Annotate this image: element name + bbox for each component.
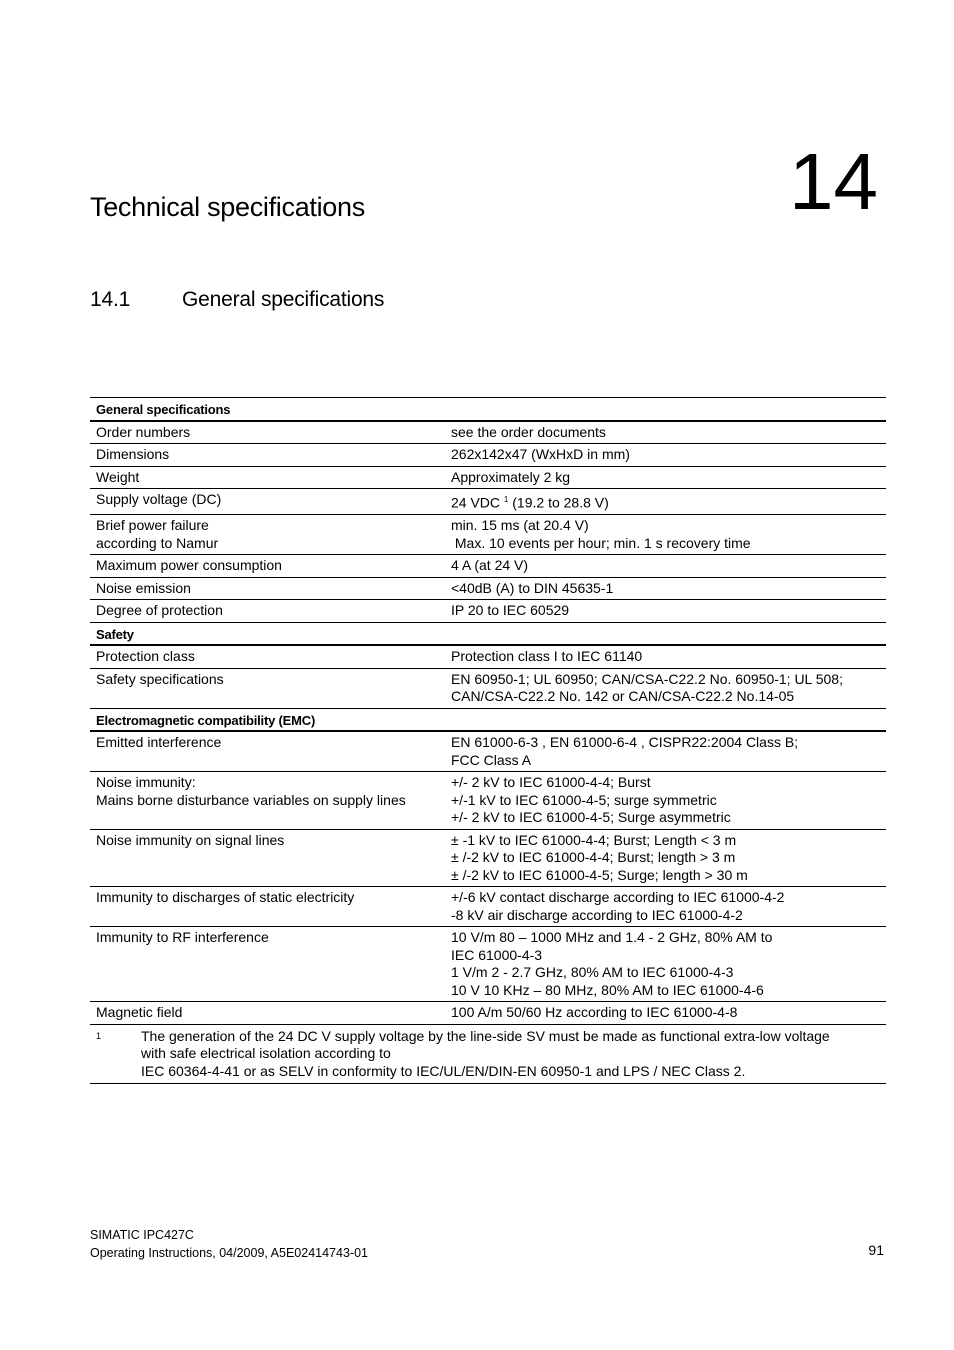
spec-table	[90, 397, 886, 1084]
spec-label-line: Immunity to discharges of static electricity	[96, 889, 355, 906]
spec-label	[90, 421, 445, 444]
footer-product: SIMATIC IPC427C	[90, 1228, 194, 1242]
chapter-title: Technical specifications	[90, 192, 365, 222]
table-footnote	[90, 1024, 886, 1084]
spec-value	[445, 927, 886, 1002]
spec-label-line: Immunity to RF interference	[96, 929, 269, 946]
spec-value-line: -8 kV air discharge according to IEC 61000-4-2	[451, 906, 743, 923]
table-row	[90, 421, 886, 444]
spec-value-line: see the order documents	[451, 423, 606, 440]
spec-value-line: ± /-2 kV to IEC 61000-4-5; Surge; length > 30 m	[451, 866, 748, 883]
spec-label-line: Supply voltage (DC)	[96, 491, 222, 507]
spec-value	[445, 515, 886, 555]
table-row	[90, 927, 886, 1002]
spec-label	[90, 1002, 445, 1025]
spec-value-line: CAN/CSA-C22.2 No. 142 or CAN/CSA-C22.2 No.14-05	[451, 688, 795, 705]
table-row	[90, 1002, 886, 1025]
spec-label-line: Dimensions	[96, 446, 170, 462]
footnote-mark: 1	[96, 1030, 102, 1041]
spec-value-line: 10 V 10 KHz – 80 MHz, 80% AM to IEC 61000-4-6	[451, 981, 764, 998]
section-number: 14.1	[90, 288, 131, 311]
spec-value	[445, 887, 886, 927]
spec-label	[90, 600, 445, 623]
table-row	[90, 600, 886, 623]
spec-value-line: +/-6 kV contact discharge according to IEC 61000-4-2	[451, 889, 785, 906]
spec-label	[90, 489, 445, 515]
spec-label	[90, 731, 445, 772]
spec-value-line	[451, 491, 880, 512]
spec-label	[90, 577, 445, 600]
spec-value-line: +/- 2 kV to IEC 61000-4-5; Surge asymmetric	[451, 809, 731, 826]
spec-label-line: Weight	[96, 468, 140, 485]
footnote	[96, 1028, 880, 1081]
footnote-line: with safe electrical isolation according to	[141, 1045, 391, 1062]
footnote-ref: 1	[503, 495, 509, 504]
spec-value	[445, 829, 886, 887]
spec-label-line: Magnetic field	[96, 1004, 183, 1021]
value-suffix: (19.2 to 28.8 V)	[508, 494, 609, 511]
page-number: 91	[868, 1242, 884, 1258]
spec-value-line: ± /-2 kV to IEC 61000-4-4; Burst; length > 3 m	[451, 849, 736, 866]
spec-value-line: Approximately 2 kg	[451, 468, 571, 485]
spec-value-line: IEC 61000-4-3	[451, 946, 543, 963]
spec-label-line: Emitted interference	[96, 734, 222, 751]
group-title: Electromagnetic compatibility (EMC)	[90, 708, 886, 731]
value-prefix: 24 VDC	[451, 494, 504, 511]
footer-document: Operating Instructions, 04/2009, A5E02414743-01	[90, 1246, 368, 1260]
footnote-line: IEC 60364-4-41 or as SELV in conformity to IEC/UL/EN/DIN-EN 60950-1 and LPS / NEC Class 2.	[141, 1062, 746, 1079]
spec-label	[90, 515, 445, 555]
spec-label	[90, 887, 445, 927]
spec-label-line: Noise emission	[96, 579, 191, 596]
table-row	[90, 555, 886, 578]
spec-value-line: Max. 10 events per hour; min. 1 s recovery time	[451, 534, 751, 551]
spec-label-line: Degree of protection	[96, 602, 223, 619]
spec-label	[90, 668, 445, 708]
spec-label	[90, 645, 445, 668]
table-row	[90, 772, 886, 830]
spec-value	[445, 645, 886, 668]
footnote-text	[141, 1028, 880, 1081]
table-group-header	[90, 622, 886, 645]
spec-label	[90, 444, 445, 467]
footnote-cell	[90, 1024, 886, 1084]
table-row	[90, 829, 886, 887]
spec-value	[445, 731, 886, 772]
section-title: General specifications	[182, 288, 385, 311]
spec-value-line: FCC Class A	[451, 751, 532, 768]
spec-label-line: Protection class	[96, 648, 195, 665]
table-row	[90, 489, 886, 515]
spec-value	[445, 421, 886, 444]
spec-label-line: Maximum power consumption	[96, 557, 282, 574]
table-row	[90, 887, 886, 927]
spec-value	[445, 489, 886, 515]
spec-value	[445, 668, 886, 708]
spec-value	[445, 466, 886, 489]
spec-label	[90, 772, 445, 830]
footer	[90, 1226, 368, 1262]
spec-value-line: +/- 2 kV to IEC 61000-4-4; Burst	[451, 774, 651, 791]
spec-value-line: 10 V/m 80 – 1000 MHz and 1.4 - 2 GHz, 80% AM to	[451, 929, 773, 946]
spec-value-line: 1 V/m 2 - 2.7 GHz, 80% AM to IEC 61000-4-3	[451, 964, 734, 981]
spec-value	[445, 772, 886, 830]
spec-value-line: IP 20 to IEC 60529	[451, 602, 570, 619]
spec-label-line: Safety specifications	[96, 670, 224, 687]
table-row	[90, 577, 886, 600]
spec-label-line: Brief power failure	[96, 517, 209, 534]
group-title: General specifications	[90, 398, 886, 421]
spec-label-line: Noise immunity on signal lines	[96, 831, 285, 848]
table-row	[90, 515, 886, 555]
spec-label-line: Order numbers	[96, 423, 191, 440]
spec-label	[90, 466, 445, 489]
spec-label-line: Mains borne disturbance variables on supply lines	[96, 791, 406, 808]
spec-value-line: 4 A (at 24 V)	[451, 557, 529, 574]
spec-value-line: 100 A/m 50/60 Hz according to IEC 61000-4-8	[451, 1004, 738, 1021]
table-row	[90, 731, 886, 772]
footnote-line: The generation of the 24 DC V supply voltage by the line-side SV must be made as functional extra-low voltage	[141, 1027, 830, 1044]
spec-label-line: Noise immunity:	[96, 774, 196, 791]
spec-value	[445, 600, 886, 623]
spec-label	[90, 927, 445, 1002]
spec-value-line: EN 60950-1; UL 60950; CAN/CSA-C22.2 No. 60950-1; UL 508;	[451, 670, 843, 687]
spec-value-line: Protection class I to IEC 61140	[451, 648, 643, 665]
spec-value	[445, 577, 886, 600]
spec-value-line: ± -1 kV to IEC 61000-4-4; Burst; Length < 3 m	[451, 831, 737, 848]
spec-value	[445, 444, 886, 467]
spec-label	[90, 829, 445, 887]
spec-value-line: 262x142x47 (WxHxD in mm)	[451, 446, 630, 462]
table-row	[90, 645, 886, 668]
group-title: Safety	[90, 622, 886, 645]
table-row	[90, 466, 886, 489]
spec-value-line: <40dB (A) to DIN 45635-1	[451, 579, 614, 596]
spec-value	[445, 555, 886, 578]
spec-label-line: according to Namur	[96, 534, 219, 551]
table-row	[90, 444, 886, 467]
spec-value-line: EN 61000-6-3 , EN 61000-6-4 , CISPR22:2004 Class B;	[451, 734, 799, 751]
spec-value-line: +/-1 kV to IEC 61000-4-5; surge symmetric	[451, 791, 717, 808]
chapter-number: 14	[789, 137, 878, 226]
spec-label	[90, 555, 445, 578]
table-group-header	[90, 708, 886, 731]
table-group-header	[90, 398, 886, 421]
section-heading	[90, 288, 384, 312]
spec-value-line: min. 15 ms (at 20.4 V)	[451, 517, 589, 534]
spec-value	[445, 1002, 886, 1025]
table-row	[90, 668, 886, 708]
